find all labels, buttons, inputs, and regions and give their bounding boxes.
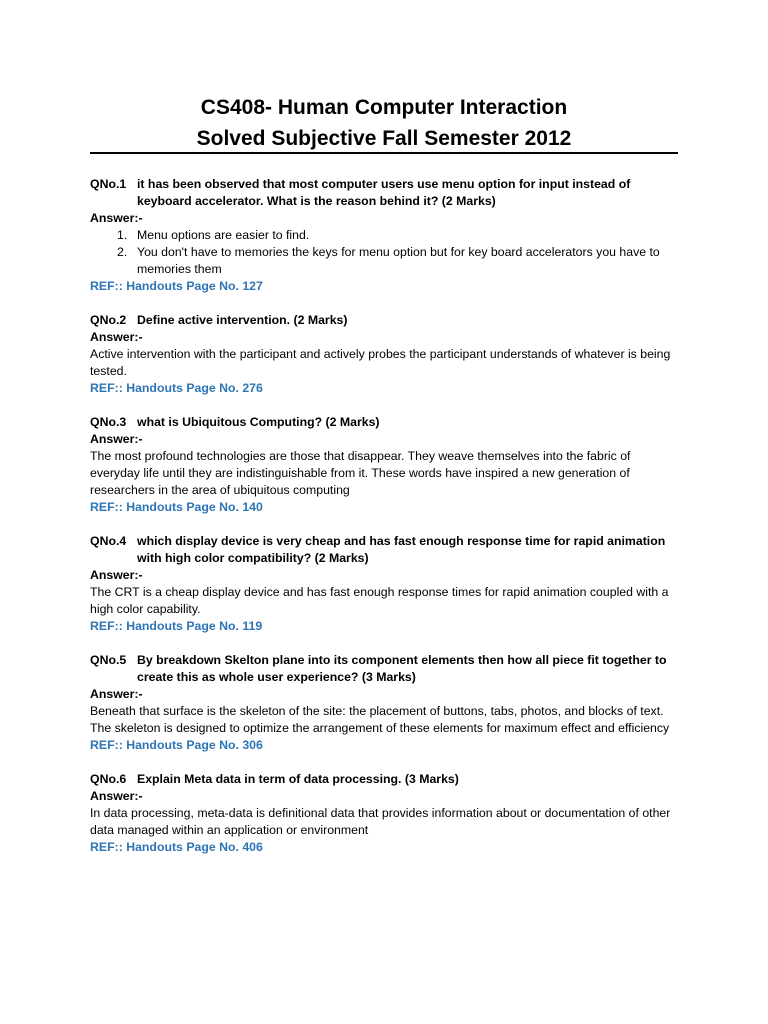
question-block bbox=[90, 533, 680, 635]
question-number: QNo.3 bbox=[90, 415, 127, 429]
answer-text: Active intervention with the participant and actively probes the participant understands of whatever is being tested. bbox=[90, 347, 671, 378]
list-number: 1. bbox=[117, 228, 128, 242]
answer-label: Answer:- bbox=[90, 432, 143, 446]
reference: REF:: Handouts Page No. 276 bbox=[90, 381, 263, 395]
reference: REF:: Handouts Page No. 140 bbox=[90, 500, 263, 514]
answer-text: Beneath that surface is the skeleton of the site: the placement of buttons, tabs, photos, and blocks of text. The skeleton is designed to optimize the arrangement of these elements for maximum effect and efficiency bbox=[90, 704, 670, 735]
question-header bbox=[90, 771, 680, 788]
question-text: By breakdown Skelton plane into its component elements then how all piece fit together to create this as whole user experience? (3 Marks) bbox=[137, 653, 667, 684]
list-text: Menu options are easier to find. bbox=[137, 228, 310, 242]
question-block bbox=[90, 771, 680, 856]
question-header bbox=[90, 176, 680, 210]
question-text: Define active intervention. (2 Marks) bbox=[137, 313, 348, 327]
answer-text: The most profound technologies are those that disappear. They weave themselves into the fabric of everyday life until they are indistinguishable from it. These words have inspired a new generation of researchers in the area of ubiquitous computing bbox=[90, 449, 631, 497]
question-text: it has been observed that most computer users use menu option for input instead of keyboard accelerator. What is the reason behind it? (2 Marks) bbox=[137, 177, 631, 208]
question-header bbox=[90, 414, 680, 431]
question-block bbox=[90, 652, 680, 754]
document-title bbox=[90, 92, 678, 154]
question-text: what is Ubiquitous Computing? (2 Marks) bbox=[137, 415, 380, 429]
question-block bbox=[90, 414, 680, 516]
answer-text: In data processing, meta-data is definitional data that provides information about or documentation of other data managed within an application or environment bbox=[90, 806, 671, 837]
question-header bbox=[90, 652, 680, 686]
question-block bbox=[90, 176, 680, 295]
title-underline bbox=[90, 152, 678, 154]
answer-list bbox=[90, 227, 680, 278]
answer-label: Answer:- bbox=[90, 789, 143, 803]
question-number: QNo.5 bbox=[90, 653, 127, 667]
list-number: 2. bbox=[117, 245, 128, 259]
question-text: which display device is very cheap and has fast enough response time for rapid animation with high color compatibility? (2 Marks) bbox=[137, 534, 666, 565]
reference: REF:: Handouts Page No. 119 bbox=[90, 619, 263, 633]
list-text: You don't have to memories the keys for menu option but for key board accelerators you have to memories them bbox=[137, 245, 660, 276]
questions-list bbox=[90, 176, 680, 873]
question-number: QNo.2 bbox=[90, 313, 127, 327]
title-line-2: Solved Subjective Fall Semester 2012 bbox=[196, 127, 572, 150]
question-block bbox=[90, 312, 680, 397]
question-number: QNo.1 bbox=[90, 177, 127, 191]
answer-text: The CRT is a cheap display device and has fast enough response times for rapid animation coupled with a high color capability. bbox=[90, 585, 669, 616]
list-item bbox=[90, 244, 680, 278]
reference: REF:: Handouts Page No. 306 bbox=[90, 738, 263, 752]
question-header bbox=[90, 533, 680, 567]
reference: REF:: Handouts Page No. 406 bbox=[90, 840, 263, 854]
reference: REF:: Handouts Page No. 127 bbox=[90, 279, 263, 293]
answer-label: Answer:- bbox=[90, 687, 143, 701]
answer-label: Answer:- bbox=[90, 330, 143, 344]
list-item bbox=[90, 227, 680, 244]
title-line-1: CS408- Human Computer Interaction bbox=[200, 96, 568, 119]
question-number: QNo.6 bbox=[90, 772, 127, 786]
question-text: Explain Meta data in term of data processing. (3 Marks) bbox=[137, 772, 459, 786]
question-header bbox=[90, 312, 680, 329]
question-number: QNo.4 bbox=[90, 534, 127, 548]
answer-label: Answer:- bbox=[90, 568, 143, 582]
answer-label: Answer:- bbox=[90, 211, 143, 225]
